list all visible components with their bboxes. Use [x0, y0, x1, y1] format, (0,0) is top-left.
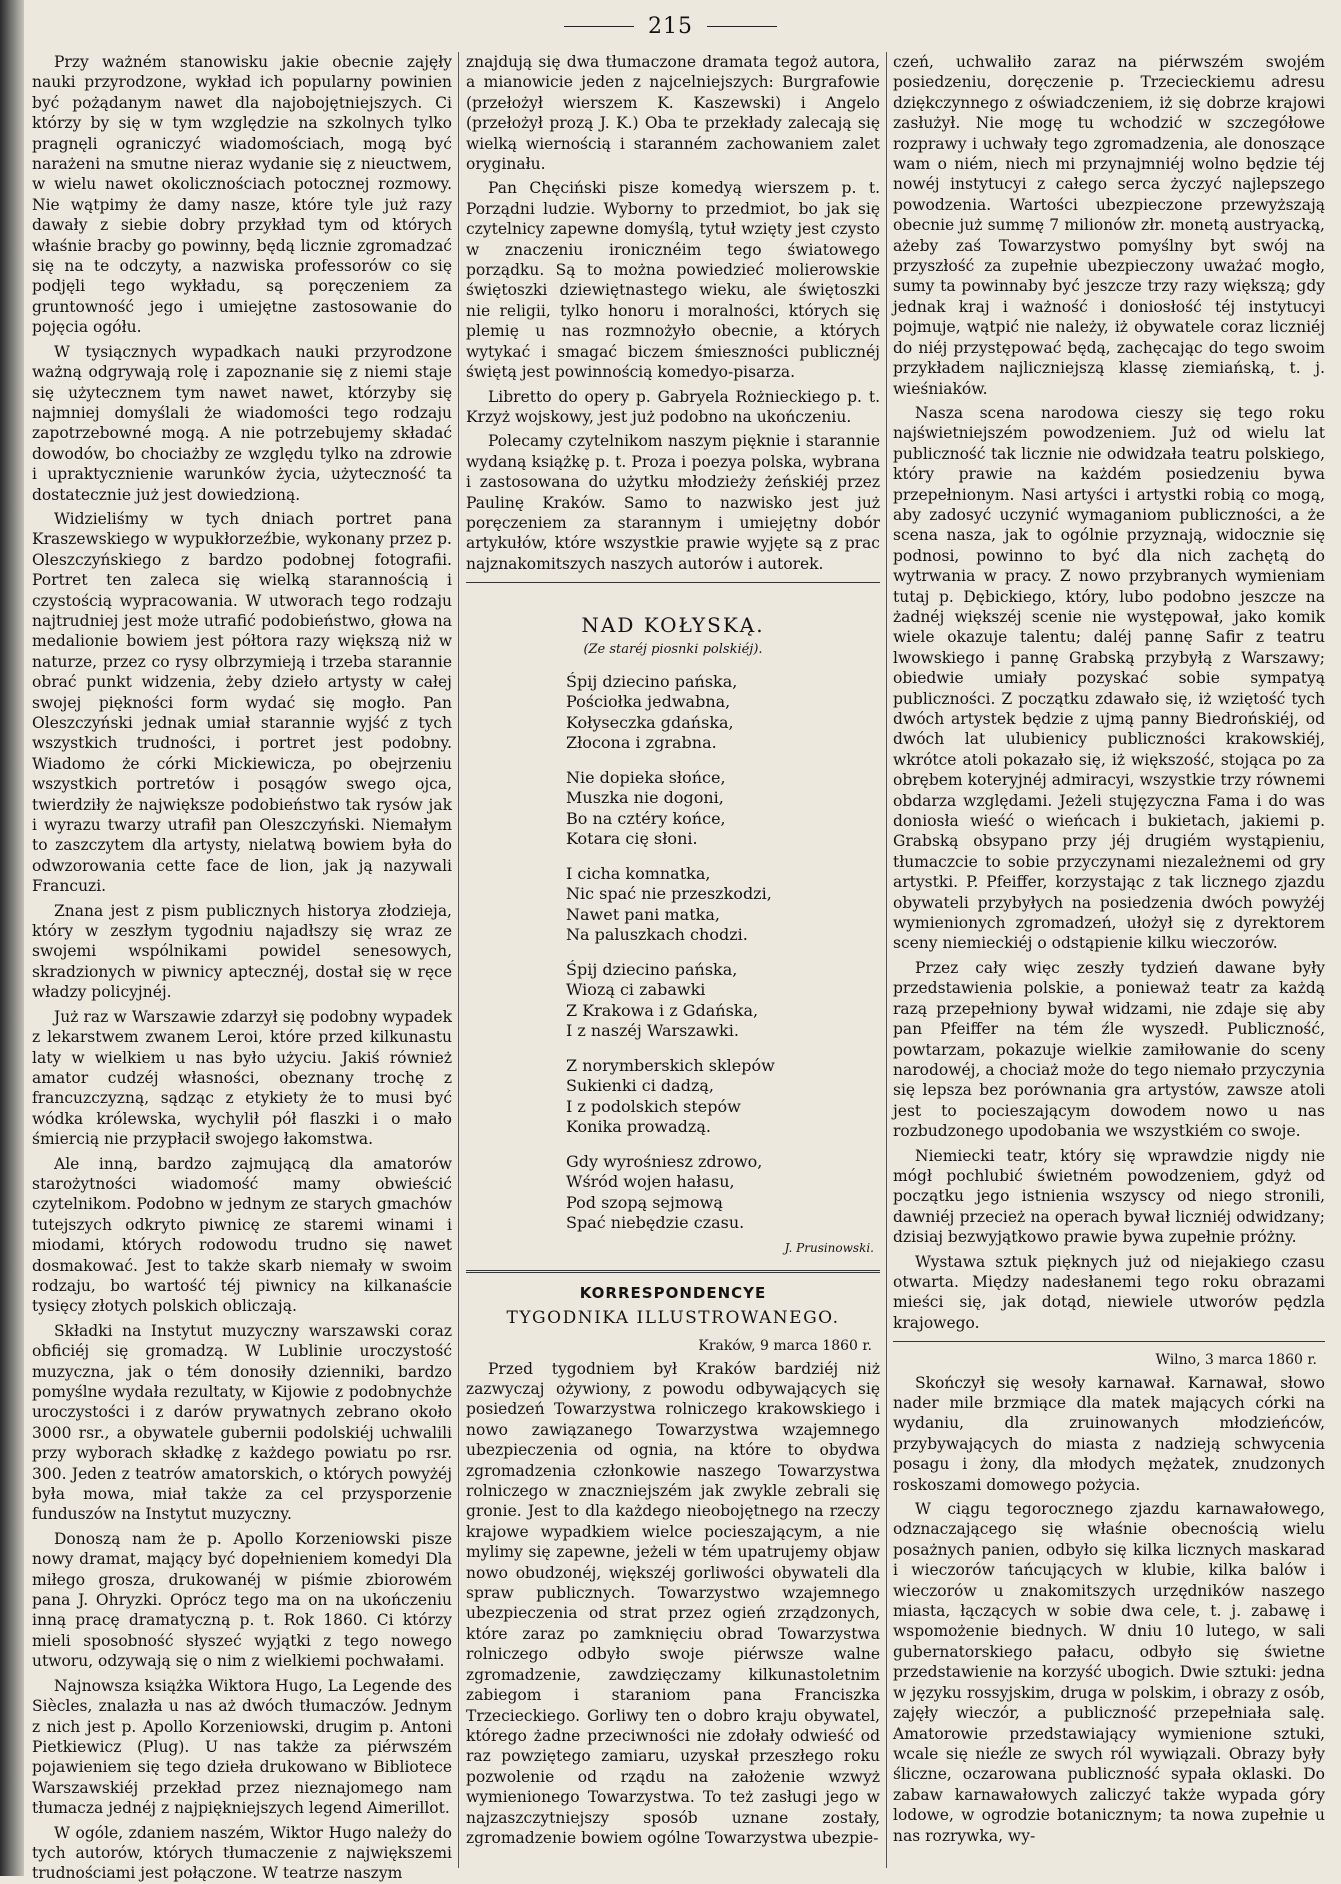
poem-line: Śpij dziecino pańska, — [566, 959, 738, 979]
section-rule — [893, 1341, 1325, 1342]
poem-title: NAD KOŁYSKĄ. — [581, 613, 765, 638]
poem-stanza — [566, 864, 880, 946]
poem-stanza — [566, 1056, 880, 1138]
poem-line: Śpij dziecino pańska, — [566, 671, 738, 691]
paragraph: Wystawa sztuk pięknych już od niejakiego czasu otwarta. Między nadesłanemi tego roku obrazami mieści się, jak dotąd, niewiele utworów pędzla krajowego. — [893, 1252, 1325, 1332]
poem-line: Bo na cztéry końce, — [566, 808, 726, 828]
poem-line: Sukienki ci dadzą, — [566, 1076, 714, 1096]
paragraph: Przed tygodniem był Kraków bardziéj niż zazwyczaj ożywiony, z powodu odbywających się posiedzeń Towarzystwa rolniczego krakowskiego i nowo zawiązanego Towarzystwa wzajemnego ubezpieczenia od ognia, na które to obydwa zgromadzenia członkowie naszego Towarzystwa rolniczego w znaczniejszém jak zwykle zebrali się gronie. Jest to dla każdego nieobojętnego na rzeczy krajowe wypadkiem wielce pocieszającym, a nie mylimy się zapewne, jeżeli w tém upatrujemy objaw nowo obudzonéj, większéj gorliwości obywateli dla spraw publicznych. Towarzystwo wzajemnego ubezpieczenia od strat przez ogień zrządzonych, które zaraz po zamknięciu obrad Towarzystwa rolniczego odbyło swoje piérwsze walne zgromadzenie, zawdzięczamy kilkunastoletnim zabiegom i staraniom pana Franciszka Trzecieckiego. Gorliwy ten o dobro kraju obywatel, którego żadne przeciwności nie zdołały odwieść od raz powziętego zamiaru, uzyskał przeszłego roku pozwolenie od rządu na założenie wzwyż wymienionego Towarzystwa. To też zasługi jego w najzaszczytniejszy sposób uznane zostały, zgromadzenie bowiem ogólne Towarzystwa ubezpie- — [466, 1359, 880, 1847]
paragraph: W ogóle, zdaniem naszém, Wiktor Hugo należy do tych autorów, których tłumaczenie z największemi trudnościami jest połączone. W teatrze naszym — [32, 1823, 452, 1883]
dateline-date: 3 marca 1860 r. — [1205, 1352, 1317, 1369]
section-rule — [466, 582, 880, 583]
section-title: KORRESPONDENCYE — [579, 1284, 767, 1303]
page-number: 215 — [648, 13, 693, 39]
poem-line: Nawet pani matka, — [566, 904, 720, 924]
paragraph: Przy ważném stanowisku jakie obecnie zajęły nauki przyrodzone, wykład ich popularny powinien być pożądanym nawet dla najobojętniejszych. Ci którzy by się w tym względzie na szkolnych tylko pragnęli ograniczyć wiadomościach, mogą być narażeni na smutne nieraz wydanie się z nieuctwem, w wielu nawet okolicznościach potocznej rozmowy. Nie wątpimy że damy nasze, które tyle już razy dawały z siebie dobry przykład tym od których właśnie bracby go powinny, będą licznie zgromadzać się na te odczyty, a nazwiska professorów co się podjęli tego wykładu, są poręczeniem za gruntowność jego i umiejętne zastosowanie do pojęcia ogółu. — [32, 53, 452, 337]
poem-author: J. Prusinowski. — [784, 1240, 874, 1255]
poem-line: Nie dopieka słońce, — [566, 767, 726, 787]
poem-stanza — [566, 768, 880, 850]
dateline-date: 9 marca 1860 r. — [760, 1338, 872, 1355]
poem-stanza — [566, 672, 880, 754]
poem — [466, 591, 880, 1262]
paragraph: Donoszą nam że p. Apollo Korzeniowski pisze nowy dramat, mający być dopełnieniem komedyi Dla miłego grosza, drukowanéj w piśmie zbiorowém pana J. Ohryzki. Oprócz tego ma on na ukończeniu inną pracę dramatyczną p. t. Rok 1860. Ci którzy mieli sposobność słyszeć wyjątki z tego nowego utworu, odzywają się o nim z wielkiemi pochwałami. — [32, 1529, 452, 1671]
poem-line: Muszka nie dogoni, — [566, 788, 724, 808]
paragraph: W tysiącznych wypadkach nauki przyrodzone ważną odgrywają rolę i zapoznanie się z niemi staje się użytecznem tym nawet nawet, którzyby się najmniej domyślali że wiadomości tego rodzaju zapotrzebowné mogą. A nie potrzebujemy składać dowodów, bo chociażby ze względu tylko na zdrowie i upraktycznienie warunków życia, użyteczność ta dostatecznie już jest dowiedzioną. — [32, 342, 452, 504]
poem-line: Pościołka jedwabna, — [566, 692, 731, 712]
poem-line: Wiozą ci zabawki — [566, 980, 706, 1000]
section-rule — [466, 1270, 880, 1273]
page-binding-edge — [0, 0, 24, 1876]
paragraph: Już raz w Warszawie zdarzył się podobny wypadek z lekarstwem zwanem Leroi, które przed kilkunastu laty w wielkiem u nas było użyciu. Jakiś również amator cudzéj własności, obeznany trochę z francuzczyzną, sądząc z etykiety że to musi być wódka królewska, wychylił pół flaszki i o mało śmiercią nie przypłacił swojego łakomstwa. — [32, 1007, 452, 1149]
page-header — [0, 8, 1341, 44]
poem-line: Nic spać nie przeszkodzi, — [566, 884, 772, 904]
section-subtitle: TYGODNIKA ILLUSTROWANEGO. — [506, 1307, 840, 1328]
column-divider-2 — [886, 52, 887, 1868]
column-3 — [893, 52, 1325, 1868]
paragraph: Przez cały więc zeszły tydzień dawane były przedstawienia polskie, a ponieważ teatr za każdą razą przepełniony bywał widzami, nie zdaje się aby pan Pfeiffer na tém źle wyszedł. Publiczność, powtarzam, pokazuje wielkie zamiłowanie do sceny narodowéj, a chociaż może do tego niemało przyczynia się lepsza bez porównania gra artystów, zawsze atoli jest to pocieszającym dowodem nowo u nas rozbudzonego upodobania we wszystkiém co swoje. — [893, 958, 1325, 1141]
header-rule-left — [564, 26, 634, 27]
paragraph: Pan Chęciński pisze komedyą wierszem p. t. Porządni ludzie. Wyborny to przedmiot, bo jak się czytelnicy zapewne domyślą, tytuł wzięty jest czysto w znaczeniu ironicznéim tego światowego porządku. Są to można powiedzieć molierowskie świętoszki dziewiętnastego wieku, ale świętoszki nie religii, tylko honoru i moralności, których się plemię u nas rozmnożyło obecnie, a których wytykać i smagać biczem śmieszności publicznéj świętą jest powinnością komedyo-pisarza. — [466, 179, 880, 382]
poem-line: Wśród wojen hałasu, — [566, 1172, 735, 1192]
column-divider-1 — [458, 52, 459, 1868]
dateline-place: Wilno, — [1155, 1352, 1201, 1369]
paragraph: Libretto do opery p. Gabryela Rożnieckiego p. t. Krzyż wojskowy, jest już podobno na ukończeniu. — [466, 387, 880, 426]
column-2 — [466, 52, 880, 1868]
poem-line: Gdy wyrośniesz zdrowo, — [566, 1151, 763, 1171]
column-1 — [32, 52, 452, 1883]
poem-line: Spać niebędzie czasu. — [566, 1213, 745, 1233]
poem-stanza — [566, 960, 880, 1042]
paragraph: czeń, uchwaliło zaraz na piérwszém swojém posiedzeniu, doręczenie p. Trzecieckiemu adresu dziękczynnego z oświadczeniem, iż się dobrze krajowi zasłużył. Nie mogę tu wchodzić w szczegółowe rozprawy i uchwały tego zgromadzenia, ale donoszące wam o niém, niech mi przynajmniéj wolno będzie téj nowéj instytucyi z całego serca życzyć najlepszego powodzenia. Wartości ubezpieczone przewyższają obecnie już summę 7 milionów złr. monetą austryacką, ażeby zaś Towarzystwo pomyślny byt swój na przyszłość za zupełnie ubezpieczony uważać mogło, sumy ta powinnaby być jeszcze trzy razy większą; gdy jednak kraj i ważność i doniosłość téj instytucyi pojmuje, wątpić nie należy, iż obywatele coraz liczniéj do niéj przystępować będą, zachęcając do tego swoim przykładem najliczniejszą klassę ziemiańską, t. j. wieśniaków. — [893, 53, 1325, 398]
poem-subtitle: (Ze staréj piosnki polskiéj). — [583, 641, 763, 657]
paragraph: Niemiecki teatr, który się wprawdzie nigdy nie mógł pochlubić świetném powodzeniem, gdyż od początku jego istnienia wszyscy od niego stronili, dawniéj przecież na operach bywał liczniéj odwidzany; dzisiaj bezwyjątkowo prawie bywa zupełnie próżny. — [893, 1146, 1325, 1247]
poem-line: Złocona i zgrabna. — [566, 733, 717, 753]
poem-line: Kotara cię słoni. — [566, 829, 698, 849]
poem-stanza — [566, 1152, 880, 1234]
dateline — [466, 1336, 872, 1356]
poem-line: Kołyseczka gdańska, — [566, 712, 734, 732]
paragraph: Widzieliśmy w tych dniach portret pana Kraszewskiego w wypukłorzeźbie, wykonany przez p. Oleszczyńskiego z bardzo podobnej fotografii. Portret ten zaleca się wielką starannością i czystością wypracowania. W utworach tego rodzaju najtrudniej jest może utrafić podobieństwo, głowa na medalionie bowiem jest półtora razy większą niż w naturze, przez co rysy olbrzymieją i trzeba starannie obrać punkt widzenia, żeby dzieło artysty w całej swojej piękności form wydać się mogło. Pan Oleszczyński jednak umiał starannie wyjść z tych wszystkich trudności, i portret jest podobny. Wiadomo że córki Mickiewicza, po obejrzeniu wszystkich portretów i posągów swego ojca, twierdziły że największe podobieństwo tak rysów jak i wyrazu twarzy utrafił pan Oleszczyński. Niemałym to zaszczytem dla artysty, nielatwą bowiem była do odwzorowania cette face de lion, jak ją nazywali Francuzi. — [32, 509, 452, 896]
header-rule-right — [707, 26, 777, 27]
dateline-place: Kraków, — [698, 1338, 756, 1355]
paragraph: Składki na Instytut muzyczny warszawski coraz obficiéj się gromadzą. W Lublinie uroczystość muzyczna, jak o tém donosiły dzienniki, bardzo pomyślne wydała rezultaty, w Kijowie z podobnychże uroczystości i z darów prywatnych zebrano około 3000 rsr., a obywatele gubernii podolskiéj uchwalili przy wyborach składkę z każdego powiatu po rsr. 300. Jeden z teatrów amatorskich, o których powyżéj była mowa, miał także za cel przysporzenie funduszów na Instytut muzyczny. — [32, 1321, 452, 1524]
poem-line: Konika prowadzą. — [566, 1117, 711, 1137]
poem-line: I z naszéj Warszawki. — [566, 1021, 739, 1041]
paragraph: Nasza scena narodowa cieszy się tego roku najświetniejszém powodzeniem. Już od wielu lat publiczność tak licznie nie odwidzała teatru polskiego, który prawie na każdém posiedzeniu bywa przepełnionym. Nasi artyści i artystki robią co mogą, aby zadosyć uczynić wymaganiom publiczności, a że scena nasza, jak to ogólnie przyznają, widocznie się podnosi, powinno to być dla nich zachętą do wytrwania w pracy. Z nowo przybranych wymieniam tutaj p. Dębickiego, który, lubo podobno jeszcze na żadnéj większéj scenie nie występował, jako komik wiele okazuje talentu; daléj pannę Safir z teatru lwowskiego i pannę Grabską przybyłą z Warszawy; obiedwie umiały pozyskać sobie sympatyą publiczności. Z początku zdawało się, iż wziętość tych dwóch artystek będzie z ujmą panny Biedrońskiéj, od dwóch lat ulubienicy publiczności krakowskiéj, wkrótce atoli pokazało się, iż większość, stojąca po za obrębem koteryjnéj admiracyi, wszystkie trzy równemi obdarza względami. Jeżeli stujęzyczna Fama i do was doniosła wieść o wieńcach i bukietach, jakiemi p. Grabską obsypano przy jéj drugiém wystąpieniu, tłumaczcie to sobie przyczynami niezależnemi od gry artystki. P. Pfeiffer, korzystając z tak licznego zjazdu obywateli przybyłych na posiedzenia dwóch powyżéj wymienionych zgromadzeń, ułożył się z dyrektorem sceny niemieckiéj o odstąpienie kilku wieczorów. — [893, 403, 1325, 953]
paragraph: Ale inną, bardzo zajmującą dla amatorów starożytności wiadomość mamy obwieścić czytelnikom. Podobno w jednym ze starych gmachów tutejszych odkryto piwnicę ze staremi winami i miodami, których rodowodu trudno się nawet dosmakować. Jest to także skarb niemały w swoim rodzaju, bo wartość téj piwnicy na kilkanaście tysięcy złotych polskich obliczają. — [32, 1154, 452, 1316]
poem-line: Z norymberskich sklepów — [566, 1055, 775, 1075]
dateline — [893, 1350, 1317, 1370]
poem-line: Na paluszkach chodzi. — [566, 925, 748, 945]
paragraph: Polecamy czytelnikom naszym pięknie i starannie wydaną książkę p. t. Proza i poezya polska, wybrana i zastosowana do użytku młodzieży żeńskiéj przez Paulinę Kraków. Samo to nazwisko jest już poręczeniem za starannym i umiejętny dobór artykułów, które wszystkie prawie wyjęte są z prac najznakomitszych naszych autorów i autorek. — [466, 432, 880, 573]
paragraph: znajdują się dwa tłumaczone dramata tegoż autora, a mianowicie jeden z najcelniejszych: Burgrafowie (przełożył wierszem K. Kaszewski) i Angelo (przełożył prozą J. K.) Oba te przekłady zalecają się wielką wiernością i staranném zachowaniem zalet oryginału. — [466, 53, 880, 174]
poem-line: Z Krakowa i z Gdańska, — [566, 1000, 759, 1020]
poem-line: Pod szopą sejmową — [566, 1192, 723, 1212]
paragraph: W ciągu tegorocznego zjazdu karnawałowego, odznaczającego się właśnie obecnością wielu posażnych panien, odbyło się kilka licznych maskarad i wieczorów tańcujących w klubie, kilka balów i wieczorów u znakomitszych urzędników naszego miasta, łączących w sobie dwa cele, t. j. zabawę i wspomożenie biednych. W dniu 10 lutego, w sali gubernatorskiego pałacu, odbyło się świetne przedstawienie na korzyść ubogich. Dwie sztuki: jedna w języku rossyjskim, druga w polskim, i obrazy z osób, zajęły wieczór, a publiczność przepełniała salę. Amatorowie przedstawiający wymienione sztuki, wcale się nieźle ze swych ról wywiązali. Obrazy były śliczne, oczarowana publiczność sypała oklaski. Do zabaw karnawałowych zaliczyć także wypada góry lodowe, w ogrodzie botanicznym; ta nowa zupełnie u nas rozrywka, wy- — [893, 1500, 1325, 1845]
poem-line: I z podolskich stepów — [566, 1096, 741, 1116]
paragraph: Skończył się wesoły karnawał. Karnawał, słowo nader mile brzmiące dla matek mających córki na wydaniu, dla zruinowanych młodzieńców, przybywających do miasta z nadzieją schwycenia posagu i żony, dla młodych mężatek, znudzonych roskoszami domowego pożycia. — [893, 1373, 1325, 1494]
paragraph: Najnowsza książka Wiktora Hugo, La Legende des Siècles, znalazła u nas aż dwóch tłumaczów. Jednym z nich jest p. Apollo Korzeniowski, drugim p. Antoni Pietkiewicz (Plug). U nas także za piérwszém pojawieniem się tego dzieła drukowano w Bibliotece Warszawskiéj przekład przez nieznajomego nam tłumacza jednéj z najpiękniejszych legend Aimerillot. — [32, 1676, 452, 1818]
paragraph: Znana jest z pism publicznych historya złodzieja, który w zeszłym tygodniu najadłszy się wraz ze swojemi wspólnikami powidel senesowych, skradzionych w piwnicy aptecznéj, dostał się w ręce władzy policyjnéj. — [32, 901, 452, 1002]
poem-line: I cicha komnatka, — [566, 863, 711, 883]
